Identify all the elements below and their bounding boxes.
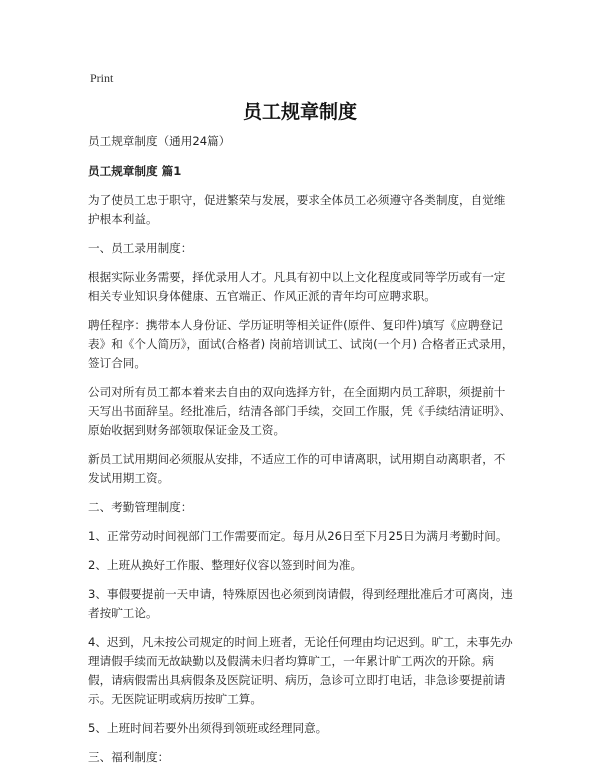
document-body: [88, 132, 516, 777]
paragraph-hiring-procedure: 聘任程序：携带本人身份证、学历证明等相关证件(原件、复印件)填写《应聘登记表》和《个人简历》，面试(合格者) 岗前培训试工、试岗(一个月) 合格者正式录用，签订合同。: [88, 318, 514, 370]
print-label: Print: [90, 71, 114, 85]
paragraph-probation: 新员工试用期间必须服从安排，不适应工作的可申请离职，试用期自动离职者，不发试用期工资。: [88, 452, 506, 485]
paragraph-recruitment: 根据实际业务需要，择优录用人才。凡具有初中以上文化程度或同等学历或有一定相关专业知识身体健康、五官端正、作风正派的青年均可应聘求职。: [88, 270, 506, 303]
heading-welfare: 三、福利制度：: [88, 750, 170, 764]
attendance-item-4: 4、迟到，凡未按公司规定的时间上班者，无论任何理由均记迟到。旷工，未事先办理请假手续而无故缺勤以及假满未归者均算旷工，一年累计旷工两次的开除。病假，请病假需出具病假条及医院证明、病历，急诊可立即打电话，非急诊要提前请示。无医院证明或病历按旷工算。: [88, 635, 513, 706]
attendance-item-5: 5、上班时间若要外出须得到领班或经理同意。: [88, 721, 328, 735]
section-heading: 员工规章制度 篇1: [88, 164, 182, 178]
paragraph-resignation: 公司对所有员工都本着来去自由的双向选择方针，在全面期内员工辞职，须提前十天写出书面辞呈。经批准后，结清各部门手续，交回工作服，凭《手续结清证明》、原始收据到财务部领取保证金及工资。: [88, 385, 512, 437]
attendance-item-1: 1、正常劳动时间视部门工作需要而定。每月从26日至下月25日为满月考勤时间。: [88, 529, 508, 543]
paragraph-intro: 为了使员工忠于职守，促进繁荣与发展，要求全体员工必须遵守各类制度，自觉维护根本利益。: [88, 193, 506, 226]
document-title: 员工规章制度: [242, 101, 357, 123]
heading-recruitment: 一、员工录用制度：: [88, 241, 193, 255]
document-subtitle: 员工规章制度（通用24篇）: [88, 134, 231, 148]
heading-attendance: 二、考勤管理制度：: [88, 500, 193, 514]
attendance-item-3: 3、事假要提前一天申请，特殊原因也必须到岗请假，得到经理批准后才可离岗，违者按旷工论。: [88, 587, 513, 620]
attendance-item-2: 2、上班从换好工作服、整理好仪容以签到时间为准。: [88, 558, 363, 572]
